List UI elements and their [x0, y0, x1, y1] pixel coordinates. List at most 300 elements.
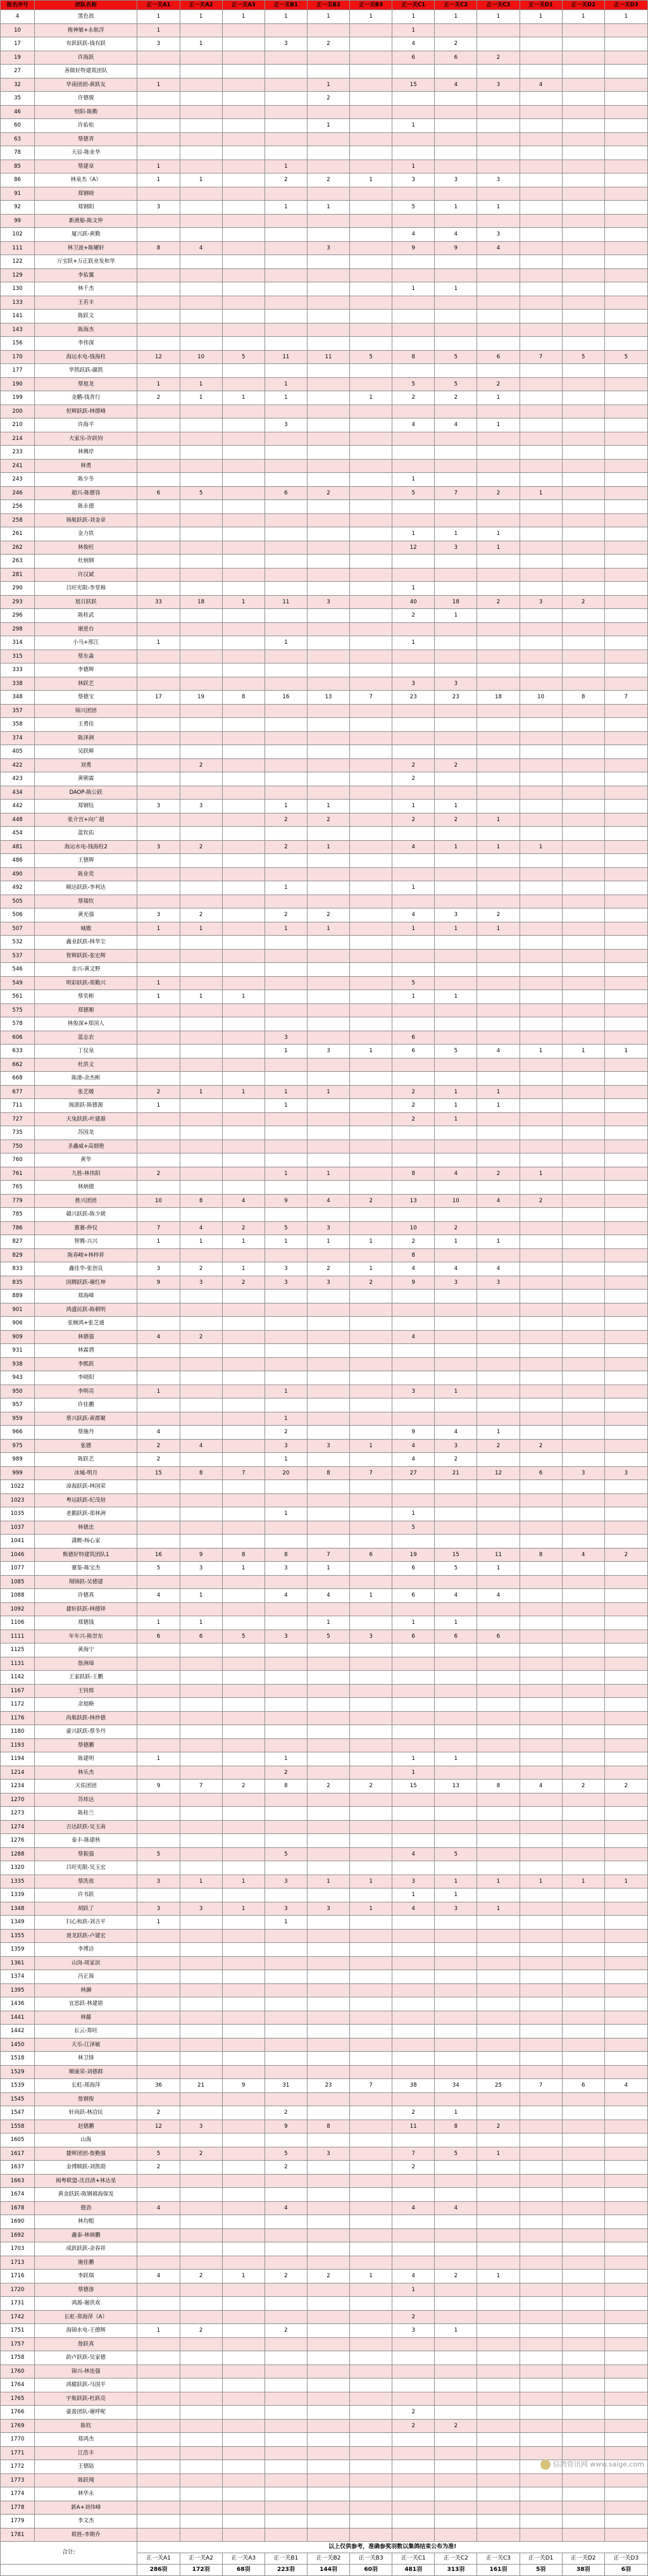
count-cell — [562, 2106, 604, 2120]
count-cell — [477, 1398, 520, 1412]
count-cell — [137, 1126, 180, 1140]
count-cell — [392, 1398, 435, 1412]
count-cell — [180, 895, 222, 908]
count-cell — [477, 1575, 520, 1589]
count-cell — [180, 1045, 222, 1059]
count-cell: 1 — [350, 1902, 392, 1916]
table-row — [1, 854, 648, 868]
count-cell — [180, 1153, 222, 1167]
count-cell — [222, 377, 265, 391]
count-cell — [435, 268, 477, 282]
entry-number: 1547 — [1, 2106, 35, 2120]
entry-number: 1703 — [1, 2242, 35, 2256]
count-cell — [350, 1317, 392, 1331]
count-cell — [265, 609, 307, 623]
count-cell — [350, 1072, 392, 1086]
count-cell — [435, 1671, 477, 1685]
count-cell — [477, 758, 520, 772]
count-cell — [604, 228, 647, 242]
team-name: 林德强 — [35, 1330, 137, 1344]
count-cell: 3 — [307, 595, 349, 609]
count-cell — [265, 1820, 307, 1834]
table-row — [1, 595, 648, 609]
count-cell: 4 — [520, 78, 562, 92]
count-cell — [180, 2188, 222, 2202]
count-cell — [520, 568, 562, 582]
team-name: 杜洪文 — [35, 1058, 137, 1072]
count-cell — [307, 1507, 349, 1521]
count-cell — [265, 241, 307, 255]
count-cell — [562, 922, 604, 936]
table-row — [1, 1317, 648, 1331]
count-cell — [604, 609, 647, 623]
count-cell: 1 — [265, 636, 307, 650]
table-row — [1, 37, 648, 51]
summary-column-label: 正一关A3 — [222, 2553, 265, 2565]
count-cell — [180, 1535, 222, 1549]
count-cell: 11 — [265, 350, 307, 364]
count-cell — [350, 1153, 392, 1167]
table-row — [1, 2297, 648, 2311]
count-cell — [477, 2365, 520, 2378]
count-cell — [562, 391, 604, 405]
count-cell — [562, 2120, 604, 2133]
table-row — [1, 758, 648, 772]
count-cell — [137, 1112, 180, 1126]
count-cell — [604, 2310, 647, 2324]
count-cell — [520, 1330, 562, 1344]
entry-number: 975 — [1, 1439, 35, 1453]
table-row — [1, 731, 648, 745]
count-cell — [137, 2215, 180, 2229]
count-cell — [477, 2161, 520, 2175]
count-cell: 8 — [562, 691, 604, 705]
column-header-1: 团队名称 — [35, 1, 137, 10]
count-cell — [265, 255, 307, 269]
count-cell — [392, 854, 435, 868]
count-cell: 2 — [307, 813, 349, 827]
count-cell — [435, 1153, 477, 1167]
count-cell — [435, 405, 477, 418]
count-cell: 1 — [477, 2147, 520, 2161]
entry-number: 1617 — [1, 2147, 35, 2161]
count-cell — [604, 1521, 647, 1535]
table-row — [1, 1371, 648, 1385]
count-cell: 3 — [435, 908, 477, 922]
count-cell: 1 — [435, 1875, 477, 1888]
entry-number: 1539 — [1, 2079, 35, 2093]
count-cell — [562, 1153, 604, 1167]
team-name: 冰城-明月 — [35, 1466, 137, 1480]
count-cell — [350, 132, 392, 146]
entry-number: 1111 — [1, 1630, 35, 1643]
entry-number: 243 — [1, 473, 35, 487]
count-cell: 4 — [137, 1330, 180, 1344]
count-cell: 2 — [265, 2161, 307, 2175]
count-cell — [350, 2065, 392, 2079]
count-cell — [350, 1290, 392, 1304]
table-row — [1, 1031, 648, 1045]
count-cell — [307, 2256, 349, 2270]
count-cell — [392, 2487, 435, 2501]
count-cell — [520, 2392, 562, 2406]
entry-number: 507 — [1, 922, 35, 936]
count-cell — [350, 2501, 392, 2515]
count-cell — [350, 963, 392, 977]
count-cell — [222, 1657, 265, 1671]
team-name: 余旭略 — [35, 1698, 137, 1712]
count-cell — [137, 1738, 180, 1752]
team-name: 金力铁 — [35, 527, 137, 541]
count-cell — [350, 1208, 392, 1222]
count-cell — [180, 527, 222, 541]
count-cell — [477, 1711, 520, 1725]
count-cell — [222, 2228, 265, 2242]
count-cell — [350, 2351, 392, 2365]
count-cell — [137, 1956, 180, 1970]
count-cell: 1 — [137, 173, 180, 187]
count-cell — [435, 1657, 477, 1671]
count-cell: 1 — [392, 1766, 435, 1780]
count-cell — [562, 92, 604, 106]
count-cell — [307, 609, 349, 623]
count-cell — [392, 786, 435, 800]
count-cell — [307, 1916, 349, 1930]
count-cell — [604, 282, 647, 296]
count-cell — [137, 1017, 180, 1031]
count-cell — [604, 1112, 647, 1126]
count-cell — [392, 337, 435, 351]
team-name: 蓝钦佑 — [35, 827, 137, 841]
team-name: 林卫波+陈耀轩 — [35, 241, 137, 255]
count-cell — [562, 936, 604, 950]
count-cell: 3 — [265, 418, 307, 432]
count-cell — [604, 854, 647, 868]
count-cell — [222, 2297, 265, 2311]
table-row — [1, 1453, 648, 1467]
count-cell — [350, 119, 392, 133]
count-cell — [604, 2392, 647, 2406]
count-cell — [137, 555, 180, 569]
summary-total: 161羽 — [477, 2565, 520, 2576]
count-cell — [350, 1521, 392, 1535]
count-cell — [477, 23, 520, 37]
count-cell — [562, 1099, 604, 1113]
entry-number: 141 — [1, 310, 35, 324]
count-cell — [562, 2446, 604, 2460]
count-cell — [307, 132, 349, 146]
count-cell — [180, 2528, 222, 2542]
count-cell — [137, 446, 180, 460]
count-cell — [604, 800, 647, 814]
table-row — [1, 990, 648, 1004]
count-cell: 2 — [392, 2161, 435, 2175]
count-cell — [520, 636, 562, 650]
count-cell: 6 — [520, 1466, 562, 1480]
count-cell — [477, 1031, 520, 1045]
count-cell — [307, 1725, 349, 1739]
count-cell — [350, 2201, 392, 2215]
column-header-9: 正一关C2 — [435, 1, 477, 10]
count-cell — [350, 840, 392, 854]
count-cell: 2 — [265, 2270, 307, 2284]
count-cell — [222, 1058, 265, 1072]
count-cell — [520, 37, 562, 51]
count-cell — [265, 2011, 307, 2025]
entry-number: 1085 — [1, 1575, 35, 1589]
count-cell — [222, 2174, 265, 2188]
team-name: 蔡东淼 — [35, 650, 137, 663]
count-cell — [562, 622, 604, 636]
table-row — [1, 119, 648, 133]
count-cell — [350, 2106, 392, 2120]
count-cell: 2 — [307, 908, 349, 922]
count-cell — [562, 310, 604, 324]
count-cell — [435, 1140, 477, 1153]
table-row — [1, 1248, 648, 1262]
count-cell — [180, 786, 222, 800]
count-cell — [350, 1847, 392, 1861]
count-cell — [604, 622, 647, 636]
count-cell — [350, 2256, 392, 2270]
count-cell — [477, 2201, 520, 2215]
count-cell — [520, 2473, 562, 2487]
table-row — [1, 1072, 648, 1086]
count-cell — [350, 568, 392, 582]
count-cell — [350, 663, 392, 677]
count-cell — [350, 2487, 392, 2501]
table-row — [1, 745, 648, 759]
count-cell — [180, 745, 222, 759]
count-cell — [137, 704, 180, 718]
table-row — [1, 2378, 648, 2392]
entry-number: 1088 — [1, 1589, 35, 1603]
count-cell — [604, 1221, 647, 1235]
count-cell — [265, 2256, 307, 2270]
count-cell: 2 — [435, 758, 477, 772]
table-row — [1, 1630, 648, 1643]
count-cell — [435, 432, 477, 446]
count-cell — [435, 1357, 477, 1371]
team-name: 王勇佳 — [35, 718, 137, 732]
count-cell — [477, 1480, 520, 1494]
count-cell — [350, 1031, 392, 1045]
count-cell — [435, 2174, 477, 2188]
count-cell — [307, 758, 349, 772]
count-cell — [520, 1140, 562, 1153]
count-cell: 2 — [604, 1548, 647, 1562]
count-cell — [562, 1112, 604, 1126]
table-row — [1, 1181, 648, 1195]
count-cell — [562, 786, 604, 800]
count-cell — [265, 1521, 307, 1535]
count-cell — [137, 963, 180, 977]
count-cell — [222, 1398, 265, 1412]
team-name: 郑鸿杰 — [35, 2433, 137, 2447]
count-cell — [604, 2188, 647, 2202]
count-cell — [350, 609, 392, 623]
count-cell — [562, 1847, 604, 1861]
count-cell: 1 — [392, 23, 435, 37]
count-cell — [562, 268, 604, 282]
count-cell — [350, 1412, 392, 1426]
count-cell: 27 — [392, 1466, 435, 1480]
team-name: DAOP-陈公跃 — [35, 786, 137, 800]
count-cell: 3 — [307, 1439, 349, 1453]
team-name: 山岗-周家滨 — [35, 1956, 137, 1970]
count-cell — [180, 1834, 222, 1848]
count-cell: 18 — [477, 691, 520, 705]
team-name: 詹钢俊 — [35, 2092, 137, 2106]
count-cell: 3 — [137, 1262, 180, 1276]
count-cell — [392, 105, 435, 119]
count-cell — [180, 704, 222, 718]
count-cell: 8 — [180, 1466, 222, 1480]
count-cell — [520, 1276, 562, 1290]
count-cell — [562, 2392, 604, 2406]
count-cell — [307, 1412, 349, 1426]
count-cell — [222, 854, 265, 868]
count-cell — [137, 2283, 180, 2297]
table-row — [1, 2242, 648, 2256]
count-cell — [222, 827, 265, 841]
count-cell — [477, 1371, 520, 1385]
count-cell — [350, 1017, 392, 1031]
team-name: 许佳鹏 — [35, 1398, 137, 1412]
count-cell — [265, 268, 307, 282]
entry-number: 761 — [1, 1167, 35, 1181]
count-cell — [435, 214, 477, 228]
count-cell — [222, 1916, 265, 1930]
count-cell — [350, 282, 392, 296]
count-cell — [604, 1643, 647, 1657]
count-cell — [520, 609, 562, 623]
count-cell: 19 — [180, 691, 222, 705]
count-cell — [265, 1684, 307, 1698]
team-name: 长虹-郑海萍（A） — [35, 2310, 137, 2324]
count-cell: 1 — [180, 1589, 222, 1603]
entry-number: 1349 — [1, 1916, 35, 1930]
count-cell — [265, 459, 307, 473]
count-cell — [265, 1153, 307, 1167]
count-cell — [350, 1126, 392, 1140]
team-name: 胡跃了 — [35, 1902, 137, 1916]
count-cell: 20 — [265, 1466, 307, 1480]
count-cell — [137, 2052, 180, 2066]
count-cell — [265, 1834, 307, 1848]
count-cell — [350, 146, 392, 160]
count-cell — [307, 718, 349, 732]
count-cell — [307, 677, 349, 691]
count-cell — [392, 1003, 435, 1017]
count-cell — [392, 731, 435, 745]
table-row — [1, 1956, 648, 1970]
team-name: 陈钦 — [35, 2419, 137, 2433]
count-cell: 5 — [222, 350, 265, 364]
entry-number: 1436 — [1, 1997, 35, 2011]
count-cell — [520, 1290, 562, 1304]
count-cell — [604, 1698, 647, 1712]
count-cell — [350, 1398, 392, 1412]
count-cell — [307, 1357, 349, 1371]
count-cell: 6 — [137, 486, 180, 500]
count-cell — [604, 173, 647, 187]
count-cell — [477, 1916, 520, 1930]
column-header-8: 正一关C1 — [392, 1, 435, 10]
count-cell — [222, 1983, 265, 1997]
count-cell: 3 — [265, 1276, 307, 1290]
count-cell — [562, 895, 604, 908]
count-cell: 1 — [392, 119, 435, 133]
team-name: 超兴-陈德容 — [35, 486, 137, 500]
count-cell: 1 — [435, 282, 477, 296]
count-cell — [520, 1262, 562, 1276]
count-cell — [265, 2528, 307, 2542]
count-cell — [604, 2065, 647, 2079]
count-cell — [350, 2228, 392, 2242]
count-cell — [137, 187, 180, 201]
table-row — [1, 1725, 648, 1739]
table-row — [1, 1262, 648, 1276]
count-cell — [392, 2038, 435, 2052]
column-header-3: 正一关A2 — [180, 1, 222, 10]
count-cell — [604, 296, 647, 310]
table-row — [1, 459, 648, 473]
count-cell: 1 — [350, 10, 392, 24]
count-cell — [435, 976, 477, 990]
count-cell — [520, 881, 562, 895]
count-cell — [180, 1684, 222, 1698]
count-cell — [307, 2515, 349, 2529]
table-row — [1, 282, 648, 296]
count-cell — [392, 1493, 435, 1507]
count-cell — [392, 1412, 435, 1426]
count-cell — [307, 636, 349, 650]
count-cell — [562, 1493, 604, 1507]
count-cell — [137, 2515, 180, 2529]
count-cell — [477, 2052, 520, 2066]
count-cell — [520, 1671, 562, 1685]
count-cell — [435, 65, 477, 79]
entry-number: 677 — [1, 1085, 35, 1099]
count-cell: 4 — [435, 1589, 477, 1603]
count-cell — [222, 160, 265, 173]
count-cell — [350, 1344, 392, 1358]
count-cell — [307, 187, 349, 201]
count-cell — [180, 1820, 222, 1834]
count-cell — [307, 2025, 349, 2039]
count-cell — [520, 2106, 562, 2120]
count-cell: 2 — [137, 1453, 180, 1467]
team-name: 蔡施丹 — [35, 1426, 137, 1440]
count-cell — [477, 364, 520, 378]
team-name: 吴跃辉 — [35, 745, 137, 759]
count-cell — [180, 813, 222, 827]
count-cell — [435, 1807, 477, 1821]
count-cell: 6 — [265, 486, 307, 500]
count-cell — [477, 936, 520, 950]
table-row — [1, 92, 648, 106]
count-cell: 2 — [265, 2324, 307, 2338]
count-cell — [222, 2025, 265, 2039]
count-cell — [392, 568, 435, 582]
count-cell — [265, 2487, 307, 2501]
team-name: 陈跃艺 — [35, 1453, 137, 1467]
count-cell: 1 — [265, 1752, 307, 1766]
count-cell: 3 — [392, 173, 435, 187]
count-cell — [350, 446, 392, 460]
count-cell — [180, 2365, 222, 2378]
